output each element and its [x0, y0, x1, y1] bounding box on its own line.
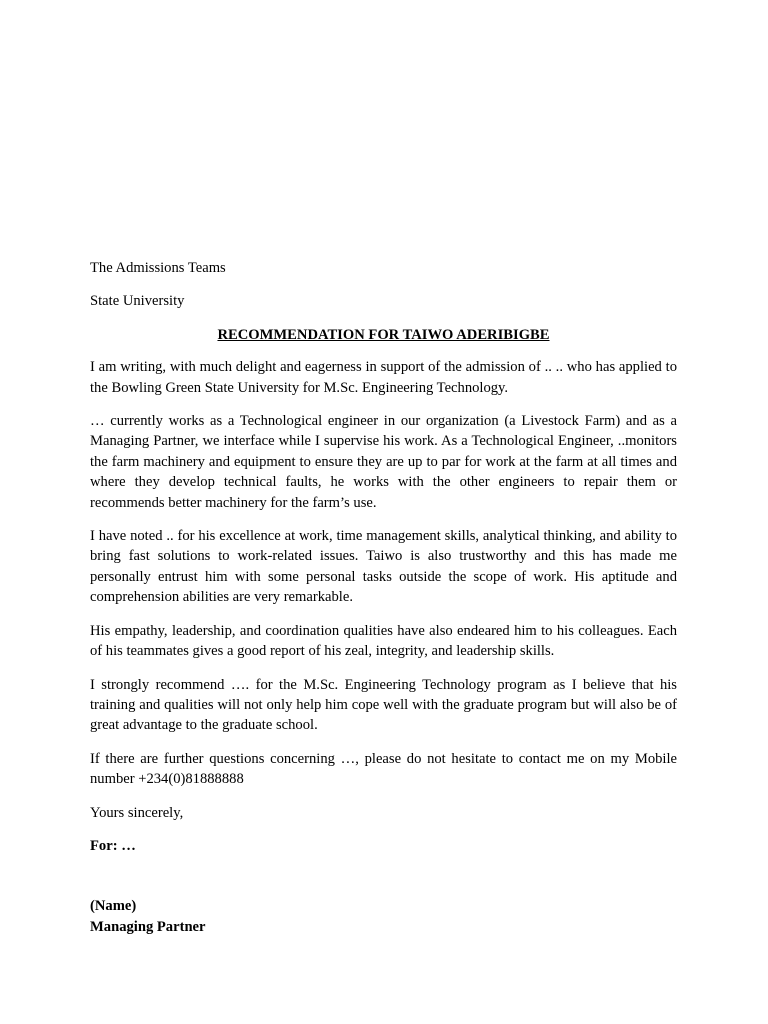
for-line: For: …: [90, 837, 136, 854]
paragraph-3: I have noted .. for his excellence at work, time management skills, analytical thinking, and ability to bring fast solutions to work-related issues. Taiwo is also trustworthy and this has made me personally entrust him with some personal tasks outside the scope of work. His aptitude and comprehension abilities are very remarkable.: [90, 528, 677, 606]
signature-name: (Name): [90, 898, 137, 915]
closing: Yours sincerely,: [90, 804, 184, 821]
paragraph-1: I am writing, with much delight and eagerness in support of the admission of .. .. who has applied to the Bowling Green State University for M.Sc. Engineering Technology.: [90, 359, 677, 396]
signature-title: Managing Partner: [90, 918, 206, 935]
paragraph-4: His empathy, leadership, and coordination qualities have also endeared him to his colleagues. Each of his teammates gives a good report of his zeal, integrity, and leadership skills.: [90, 622, 677, 660]
paragraph-2: … currently works as a Technological engineer in our organization (a Livestock Farm) and as a Managing Partner, we interface while I supervise his work. As a Technological Engineer, ..monitors the farm machinery and equipment to ensure they are up to par for work at the farm at all times and where they develop technical faults, he works with the other engineers to repair them or recommends better machinery for the farm’s use.: [90, 413, 677, 511]
recipient-line-1: The Admissions Teams: [90, 260, 226, 276]
paragraph-5: I strongly recommend …. for the M.Sc. Engineering Technology program as I believe that his training and qualities will not only help him cope well with the graduate program but will also be of great advantage to the graduate school.: [90, 676, 677, 734]
letter-body: [90, 258, 677, 937]
recipient-line-2: State University: [90, 293, 185, 310]
paragraph-6: If there are further questions concerning …, please do not hesitate to contact me on my Mobile number +234(0)81888888: [90, 750, 677, 788]
letter-title: RECOMMENDATION FOR TAIWO ADERIBIGBE: [217, 326, 550, 343]
